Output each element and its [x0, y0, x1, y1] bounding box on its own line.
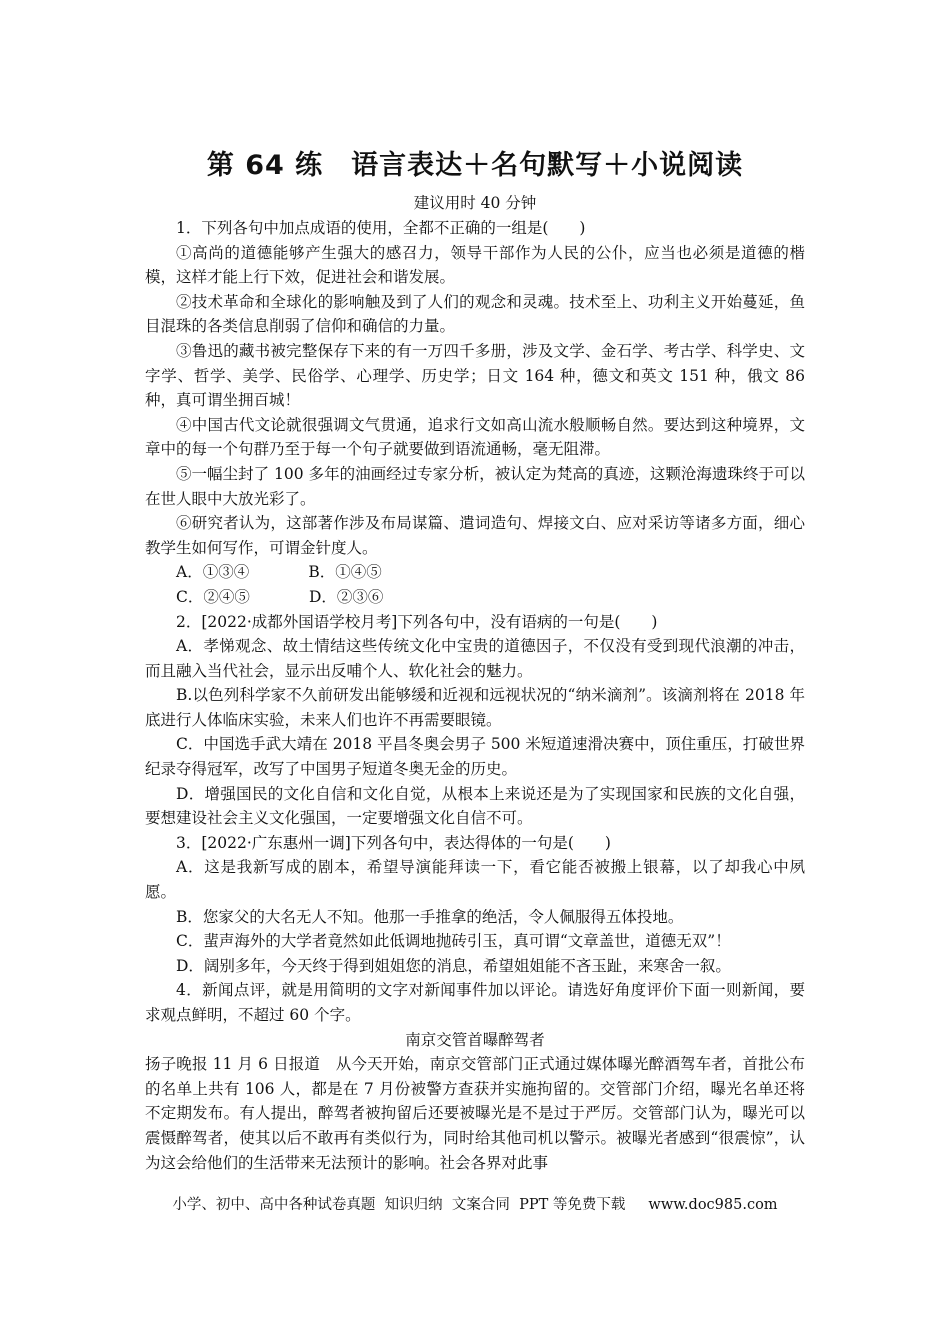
question-1-sentence-5: ⑤一幅尘封了 100 多年的油画经过专家分析，被认定为梵高的真迹，这颗沧海遗珠终于可以在世人眼中大放光彩了。: [145, 464, 805, 508]
question-1-sentence-2: ②技术革命和全球化的影响触及到了人们的观念和灵魂。技术至上、功利主义开始蔓延，鱼目混珠的各类信息削弱了信仰和确信的力量。: [145, 292, 805, 336]
page-footer: 小学、初中、高中各种试卷真题 知识归纳 文案合同 PPT 等免费下载 www.doc985.com: [172, 1197, 778, 1213]
question-3-option-c: C．蜚声海外的大学者竟然如此低调地抛砖引玉，真可谓“文章盖世，道德无双”！: [176, 932, 731, 951]
option-a: A．①③④: [176, 563, 250, 582]
news-body: 扬子晚报 11 月 6 日报道 从今天开始，南京交管部门正式通过媒体曝光醉酒驾车者，首批公布的名单上共有 106 人，都是在 7 月份被警方查获并实施拘留的。交管部门介绍，曝光名单还将不定期发布。有人提出，醉驾者被拘留后还要被曝光是不是过于严厉。交管部门认为，曝光可以震慑醉驾者，使其以后不敢再有类似行为，同时给其他司机以警示。被曝光者感到“很震惊”，认为这会给他们的生活带来无法预计的影响。社会各界对此事: [145, 1055, 805, 1172]
question-1-options-row-2: [145, 585, 805, 610]
question-3-option-b: B．您家父的大名无人不知。他那一手推拿的绝活，令人佩服得五体投地。: [176, 907, 684, 926]
option-b: B．①④⑤: [308, 563, 382, 582]
question-3-option-d: D．阔别多年，今天终于得到姐姐您的消息，希望姐姐能不吝玉趾，来寒舍一叙。: [176, 956, 731, 975]
question-2-option-b: B.以色列科学家不久前研发出能够缓和近视和远视状况的“纳米滴剂”。该滴剂将在 2018 年底进行人体临床实验，未来人们也许不再需要眼镜。: [145, 686, 805, 729]
question-1-sentence-1: ①高尚的道德能够产生强大的感召力，领导干部作为人民的公仆，应当也必须是道德的楷模，这样才能上行下效，促进社会和谐发展。: [145, 243, 805, 287]
question-3-stem: 3．[2022·广东惠州一调]下列各句中，表达得体的一句是( ): [176, 833, 611, 852]
option-c: C．②④⑤: [176, 587, 250, 606]
question-2-option-d: D．增强国民的文化自信和文化自觉，从根本上来说还是为了实现国家和民族的文化自强，要想建设社会主义文化强国，一定要增强文化自信不可。: [145, 784, 805, 828]
page-title: 第 64 练 语言表达＋名句默写＋小说阅读: [206, 150, 744, 181]
option-d: D．②③⑥: [309, 587, 384, 606]
time-suggestion: 建议用时 40 分钟: [413, 194, 537, 212]
question-4-stem: 4．新闻点评，就是用简明的文字对新闻事件加以评论。请选好角度评价下面一则新闻，要求观点鲜明，不超过 60 个字。: [145, 981, 805, 1024]
question-1-sentence-3: ③鲁迅的藏书被完整保存下来的有一万四千多册，涉及文学、金石学、考古学、科学史、文字学、哲学、美学、民俗学、心理学、历史学；日文 164 种，德文和英文 151 种，俄文 86 种，真可谓坐拥百城！: [145, 341, 805, 410]
question-2-option-c: C．中国选手武大靖在 2018 平昌冬奥会男子 500 米短道速滑决赛中，顶住重压，打破世界纪录夺得冠军，改写了中国男子短道冬奥无金的历史。: [145, 735, 805, 779]
question-1-stem: 1．下列各句中加点成语的使用，全都不正确的一组是( ): [176, 219, 586, 237]
question-1-sentence-6: ⑥研究者认为，这部著作涉及布局谋篇、遣词造句、焊接文白、应对采访等诸多方面，细心教学生如何写作，可谓金针度人。: [145, 514, 805, 557]
question-3-option-a: A．这是我新写成的剧本，希望导演能拜读一下，看它能否被搬上银幕，以了却我心中夙愿。: [145, 858, 805, 902]
question-2-option-a: A．孝悌观念、故土情结这些传统文化中宝贵的道德因子，不仅没有受到现代浪潮的冲击，而且融入当代社会，显示出反哺个人、软化社会的魅力。: [145, 637, 805, 680]
question-1-sentence-4: ④中国古代文论就很强调文气贯通，追求行文如高山流水般顺畅自然。要达到这种境界，文章中的每一个句群乃至于每一个句子就要做到语流通畅，毫无阻滞。: [145, 415, 805, 459]
news-title: 南京交管首曝醉驾者: [405, 1030, 545, 1049]
document-body: [145, 216, 805, 1175]
question-1-options-row-1: [145, 560, 805, 585]
question-2-stem: 2．[2022·成都外国语学校月考]下列各句中，没有语病的一句是( ): [176, 612, 658, 631]
